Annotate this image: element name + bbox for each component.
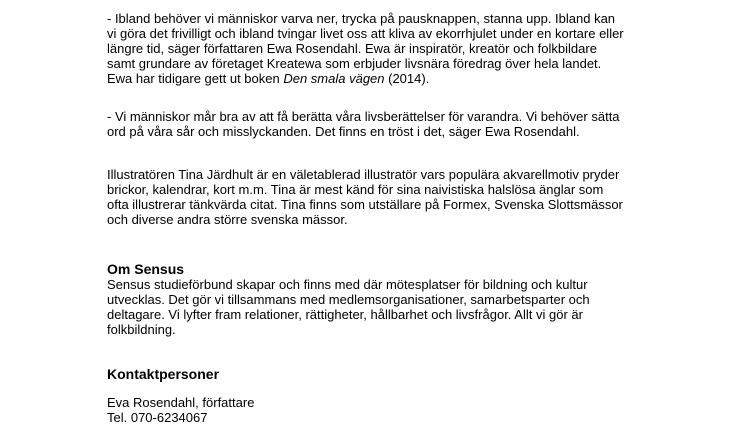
- book-prefix: Ewa har tidigare gett ut boken: [107, 71, 284, 86]
- about-section: [107, 261, 590, 337]
- illustrator-paragraph: [107, 167, 623, 227]
- contact-phone: Tel. 070-6234067: [107, 410, 208, 425]
- text-line: samt grundare av företaget Kreatewa som erbjuder livsnära föredrag över hela landet.: [107, 56, 602, 71]
- about-heading: Om Sensus: [107, 261, 185, 277]
- book-suffix: (2014).: [384, 71, 430, 86]
- contacts-heading: Kontaktpersoner: [107, 366, 220, 382]
- text-line: - Ibland behöver vi människor varva ner, trycka på pausknappen, stanna upp. Ibland kan: [107, 11, 616, 26]
- text-line: utvecklas. Det gör vi tillsammans med medlemsorganisationer, samarbetsparter och: [107, 292, 590, 307]
- book-line: [107, 71, 624, 86]
- quote-paragraph-1: [107, 11, 624, 86]
- text-line: och diverse andra större svenska mässor.: [107, 212, 348, 227]
- contacts-section: [107, 366, 219, 382]
- text-line: Sensus studieförbund skapar och finns med där mötesplatser för bildning och kultur: [107, 277, 588, 292]
- text-line: brickor, kalendrar, kort m.m. Tina är mest känd för sina naivistiska halslösa änglar som: [107, 182, 604, 197]
- contact-name: Eva Rosendahl, författare: [107, 395, 255, 410]
- text-line: längre tid, säger författaren Ewa Rosendahl. Ewa är inspiratör, kreatör och folkbildare: [107, 41, 597, 56]
- book-title: Den smala vägen: [283, 71, 385, 86]
- contact-person: [107, 395, 254, 425]
- text-line: deltagare. Vi lyfter fram relationer, rättigheter, hållbarhet och livsfrågor. Allt vi gör är: [107, 307, 583, 322]
- text-line: ofta illustrerar tänkvärda citat. Tina finns som utställare på Formex, Svenska Slottsmässor: [107, 197, 623, 212]
- text-line: Illustratören Tina Järdhult är en väletablerad illustratör vars populära akvarellmotiv pryder: [107, 167, 620, 182]
- text-line: folkbildning.: [107, 322, 176, 337]
- text-line: - Vi människor mår bra av att få berätta våra livsberättelser för varandra. Vi behöver sätta: [107, 109, 620, 124]
- text-line: ord på våra sår och misslyckanden. Det finns en tröst i det, säger Ewa Rosendahl.: [107, 124, 580, 139]
- text-line: vi göra det frivilligt och ibland tvingar livet oss att kliva av ekorrhjulet under en kortare eller: [107, 26, 624, 41]
- quote-paragraph-2: [107, 109, 620, 139]
